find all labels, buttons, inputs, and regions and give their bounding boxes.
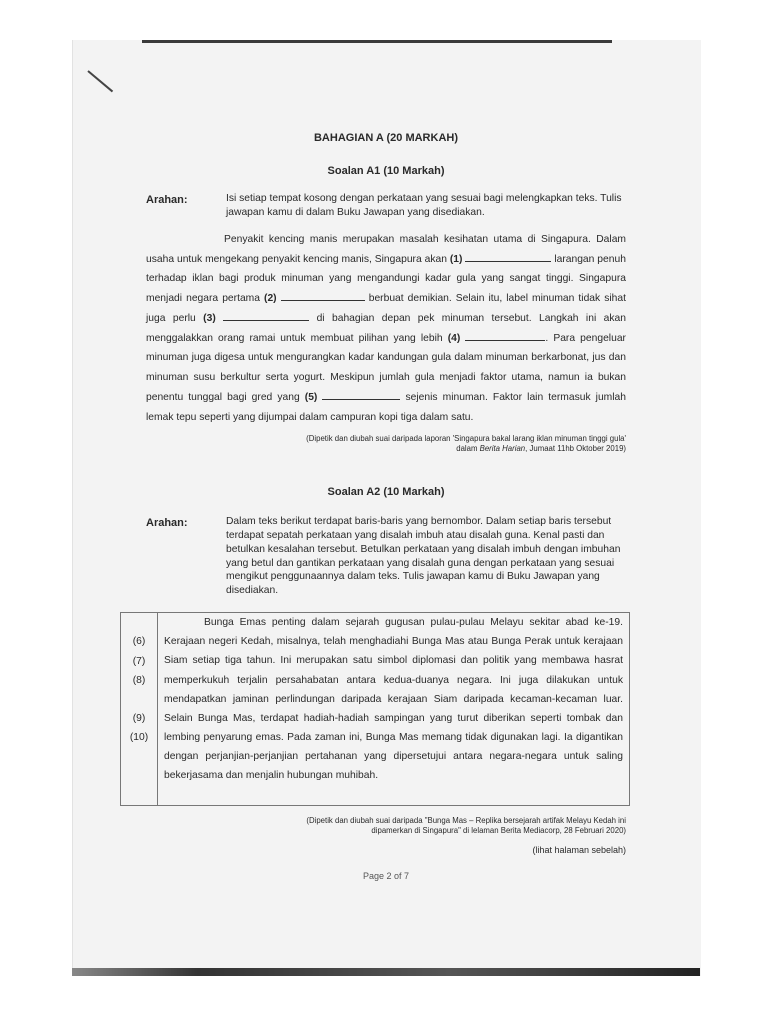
a1-text-4: di bahagian depan pek minuman tersebut. Langkah ini akan menggalakkan orang ramai untuk membuat pilihan yang lebih [146, 312, 626, 344]
blank-number-5: (5) [304, 392, 318, 403]
a1-passage [146, 230, 626, 428]
a2-citation [146, 816, 626, 836]
a1-citation-line-1: (Dipetik dan diubah suai daripada laporan 'Singapura bakal larang iklan minuman tinggi gula' [306, 433, 626, 443]
arahan-text: Dalam teks berikut terdapat baris-baris yang bernombor. Dalam setiap baris tersebut terdapat sepatah perkataan yang disalah imbuh atau disalah guna. Kenal pasti dan betulkan kesalahan tersebut. Betulkan perkataan yang disalah imbuh dengan imbuhan yang betul dan gantikan perkataan yang disalah guna dengan perkataan yang sesuai mengikut penggunaannya dalam teks. Tulis jawapan kamu di Buku Jawapan yang disediakan. [226, 515, 621, 597]
a2-passage-text: Bunga Emas penting dalam sejarah gugusan pulau-pulau Melayu sekitar abad ke-19. Kerajaan negeri Kedah, misalnya, telah menghadiahi Bunga Mas atau Bunga Perak untuk kerajaan Siam setiap tiga tahun. Ini merupakan satu simbol diplomasi dan politik yang membawa hasrat memperkukuh terjalin persahabatan antara kedua-duanya negara. Ini juga dilakukan untuk mendapatkan jaminan perlindungan daripada kerajaan Siam daripada kecaman-kecaman luar. Selain Bunga Mas, terdapat hadiah-hadiah sampingan yang turut diberikan seperti tombak dan lembing penyarung emas. Pada zaman ini, Bunga Mas memang tidak digunakan lagi. Ia digantikan dengan perjanjian-perjanjian pertahanan yang dipersetujui antara negara-negara untuk saling bekerjasama dan menjalin hubungan muhibah. [164, 617, 623, 782]
page-top-edge [142, 40, 612, 43]
line-number: (9) [132, 713, 146, 725]
a1-text-5: . Para pengeluar minuman juga digesa untuk mengurangkan kadar kandungan gula dalam minuman berkarbonat, jus dan minuman susu berkultur serta yogurt. Meskipun jumlah gula menjadi faktor utama, namun ia bukan penentu tunggal bagi gred yang [146, 332, 626, 403]
line-number-column [121, 613, 158, 805]
line-number: (8) [132, 674, 146, 686]
a1-paragraph [146, 230, 626, 428]
a1-text-2: larangan penuh terhadap iklan bagi produk minuman yang mengandungi kadar gula yang sangat tinggi. Singapura menjadi negara pertama [146, 253, 626, 305]
blank-2 [281, 290, 365, 301]
arahan-label: Arahan: [146, 194, 188, 207]
a2-instructions [146, 515, 626, 598]
line-number [121, 747, 157, 766]
blank-1 [465, 251, 551, 262]
next-page-note: (lihat halaman sebelah) [532, 845, 626, 856]
a2-text-box [120, 612, 630, 806]
blank-number-2: (2) [264, 293, 277, 305]
question-a1-title: Soalan A1 (10 Markah) [327, 165, 445, 178]
blank-5 [322, 389, 400, 400]
a2-citation-line-2: dipamerkan di Singapura" di lelaman Berita Mediacorp, 28 Februari 2020) [371, 826, 626, 836]
line-number [121, 767, 157, 786]
blank-number-3: (3) [203, 312, 216, 324]
line-number: (7) [132, 655, 146, 667]
a2-citation-line-1: (Dipetik dan diubah suai daripada "Bunga Mas – Replika bersejarah artifak Melayu Kedah ini [306, 816, 626, 826]
a1-text-1: Penyakit kencing manis merupakan masalah kesihatan utama di Singapura. Dalam usaha untuk mengekang penyakit kencing manis, Singapura akan [146, 233, 626, 265]
line-number [121, 786, 157, 805]
blank-4 [465, 330, 545, 341]
page-content [129, 130, 626, 884]
a1-instructions [146, 192, 626, 220]
a1-text-3: berbuat demikian. Selain itu, label minuman tidak sihat juga perlu [146, 293, 626, 324]
page-bottom-edge [72, 968, 700, 976]
question-a2-title: Soalan A2 (10 Markah) [327, 485, 445, 498]
blank-number-1: (1) [449, 253, 463, 265]
arahan-text: Isi setiap tempat kosong dengan perkataan yang sesuai bagi melengkapkan teks. Tulis jawapan kamu di dalam Buku Jawapan yang disediakan. [226, 193, 622, 218]
page-number: Page 2 of 7 [362, 871, 410, 882]
a2-passage [158, 613, 629, 805]
section-title: BAHAGIAN A (20 MARKAH) [313, 132, 458, 144]
line-number [121, 613, 157, 632]
line-number [121, 690, 157, 709]
arahan-label: Arahan: [146, 516, 188, 529]
line-number: (10) [129, 732, 149, 744]
a1-citation-line-2: dalam Berita Harian, Jumaat 11hb Oktober 2019) [456, 443, 626, 453]
line-number: (6) [132, 636, 146, 648]
a1-citation [146, 434, 626, 454]
blank-number-4: (4) [447, 332, 461, 344]
a1-text-6: sejenis minuman. Faktor lain termasuk jumlah lemak tepu seperti yang dijumpai dalam campuran kopi tiga dalam satu. [146, 392, 626, 423]
blank-3 [223, 310, 309, 321]
